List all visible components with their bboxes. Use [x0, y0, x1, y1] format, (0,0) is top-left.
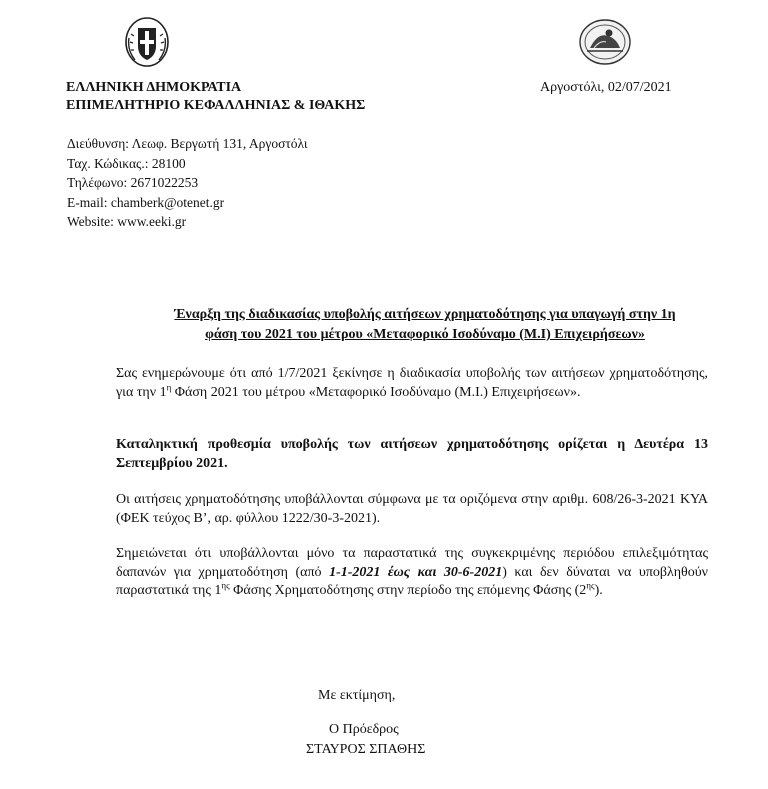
org-name-line2: ΕΠΙΜΕΛΗΤΗΡΙΟ ΚΕΦΑΛΛΗΝΙΑΣ & ΙΘΑΚΗΣ — [66, 98, 366, 113]
paragraph-note — [116, 545, 708, 601]
title-line2: φάση του 2021 του μέτρου «Μεταφορικό Ισοδύναμο (Μ.Ι) Επιχειρήσεων» — [205, 327, 645, 342]
paragraph-announcement — [116, 365, 708, 402]
paragraph-legal-basis: Οι αιτήσεις χρηματοδότησης υποβάλλονται σύμφωνα με τα οριζόμενα στην αριθμ. 608/26-3-2021 ΚΥΑ (ΦΕΚ τεύχος Β’, αρ. φύλλου 1222/30-3-2021). — [116, 492, 708, 526]
closing-text: Με εκτίμηση, — [318, 688, 396, 703]
paragraph-text: Σημειώνεται ότι υποβάλλονται μόνο τα παραστατικά της συγκεκριμένης περιόδου επιλεξιμότητας δαπανών για χρηματοδότηση (από — [116, 546, 708, 580]
period-start: 1-1-2021 — [329, 564, 381, 580]
website-line: Website: www.eeki.gr — [67, 214, 187, 229]
superscript: η — [166, 381, 172, 392]
paragraph-deadline: Καταληκτική προθεσμία υποβολής των αιτήσεων χρηματοδότησης ορίζεται η Δευτέρα 13 Σεπτεμβρίου 2021. — [116, 437, 708, 471]
superscript: ης — [586, 580, 595, 591]
paragraph-text: ). — [594, 583, 603, 598]
greek-coat-of-arms-icon — [123, 16, 171, 68]
postal-code-line: Ταχ. Κώδικας.: 28100 — [67, 155, 186, 171]
paragraph-text: ) και δεν δύναται να υποβληθούν παραστατικά της 1 — [116, 564, 708, 598]
paragraph-text: Φάσης Χρηματοδότησης στην περίοδο της επόμενης Φάσης (2 — [229, 583, 587, 598]
paragraph-text: Σας ενημερώνουμε ότι από 1/7/2021 ξεκίνησε η διαδικασία υποβολής των αιτήσεων χρηματοδότησης, για την 1 — [116, 366, 708, 400]
document-title — [100, 305, 750, 345]
period-end: έως και 30-6-2021 — [380, 564, 503, 580]
email-line: E-mail: chamberk@otenet.gr — [67, 194, 225, 210]
signer-name: ΣΤΑΥΡΟΣ ΣΠΑΘΗΣ — [306, 742, 426, 757]
paragraph-text: Φάση 2021 του μέτρου «Μεταφορικό Ισοδύναμο (Μ.Ι.) Επιχειρήσεων». — [171, 384, 581, 400]
phone-line: Τηλέφωνο: 2671022253 — [67, 175, 199, 190]
signer-role: Ο Πρόεδρος — [329, 722, 399, 737]
address-line: Διεύθυνση: Λεωφ. Βεργωτή 131, Αργοστόλι — [67, 136, 308, 151]
superscript: ης — [221, 580, 230, 591]
title-line1: Έναρξη της διαδικασίας υποβολής αιτήσεων χρηματοδότησης για υπαγωγή στην 1η — [174, 307, 676, 322]
org-name-line1: ΕΛΛΗΝΙΚΗ ΔΗΜΟΚΡΑΤΙΑ — [66, 80, 242, 95]
chamber-seal-icon — [578, 18, 632, 66]
contact-block — [67, 134, 308, 232]
document-date: Αργοστόλι, 02/07/2021 — [540, 80, 672, 95]
